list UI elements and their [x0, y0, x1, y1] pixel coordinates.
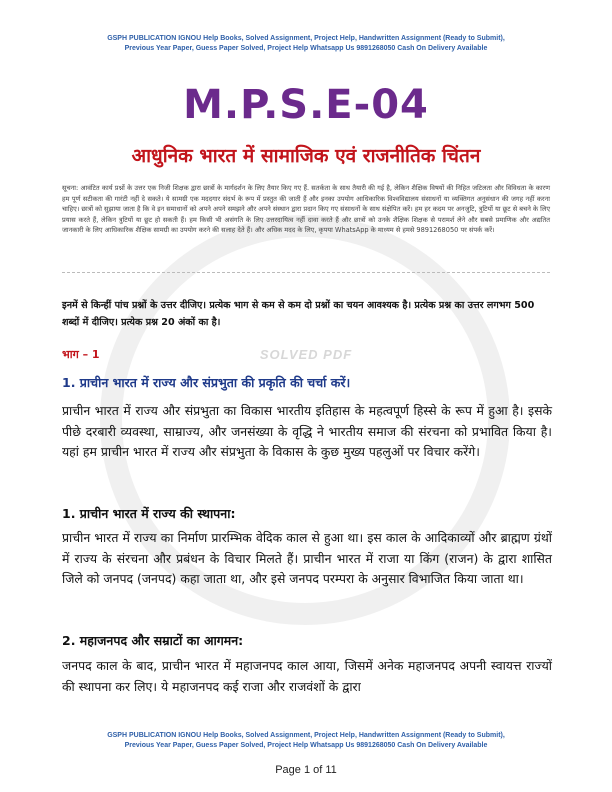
divider	[62, 272, 550, 273]
page-header	[60, 34, 552, 54]
subheading-1: 1. प्राचीन भारत में राज्य की स्थापना:	[62, 506, 236, 521]
header-line-1: GSPH PUBLICATION IGNOU Help Books, Solved Assignment, Project Help, Handwritten Assignment (Ready to Submit),	[107, 35, 505, 42]
footer-line-2: Previous Year Paper, Guess Paper Solved, Project Help Whatsapp Us 9891268050 Cash On Delivery Available	[124, 742, 488, 749]
watermark-text: SOLVED PDF	[259, 347, 353, 362]
answer-paragraph-1: प्राचीन भारत में राज्य और संप्रभुता का विकास भारतीय इतिहास के महत्वपूर्ण हिस्से के रूप में हुआ है। इसके पीछे दरबारी व्यवस्था, साम्राज्य, और जनसंख्या के वृद्धि ने भारतीय समाज की संरचना को प्रभावित किया है। यहां हम प्राचीन भारत में राज्य और संप्रभुता के विकास के कुछ मुख्य पहलुओं पर विचार करेंगे।	[62, 403, 552, 459]
disclaimer-notice: सूचना: आवंटित कार्य प्रश्नों के उत्तर एक निजी शिक्षक द्वारा छात्रों के मार्गदर्शन के लिए तैयार किए गए हैं. सतर्कता के साथ तैयारी की गई है, लेकिन शैक्षिक विषयों की निहित जटिलता और विविधता के कारण हम पूर्ण सटीकता की गारंटी नहीं दे सकते। ये सामग्री एक मददगार संदर्भ के रूप में प्रस्तुत की जाती हैं और इनका उपयोग आधिकारिक विश्वविद्यालय संसाधनों या व्यक्तिगत अनुसंधान की जगह नहीं करना चाहिए। छात्रों को सुझाया जाता है कि वे इन समाधानों को अपने अपने समझने और अपने संस्थान द्वारा प्रदान किए गए संसाधनों के साथ संक्षेपित करें। हम हर कदम पर अनजुटि, त्रुटियों या छूट से बचने के लिए प्रयास करते हैं, लेकिन त्रुटियों या छूट हो सकती हैं। हम किसी भी असंगति के लिए उत्तरदायित्व नहीं दावा करते हैं और छात्रों को उनके शैक्षिक शिक्षक से परामर्श लेने और सबसे प्रमाणिक और अद्यतित जानकारी के लिए आधिकारिक शैक्षिक सामग्री का उपयोग करने की सलाह देते हैं। और अधिक मदद के लिए, कृपया WhatsApp के माध्यम से हमसे 9891268050 पर संपर्क करें।	[62, 184, 550, 234]
page-title: M.P.S.E-04	[183, 82, 429, 128]
subheading-2: 2. महाजनपद और सम्राटों का आगमन:	[62, 633, 244, 648]
page-footer	[60, 731, 552, 751]
section-label: भाग – 1	[62, 348, 100, 361]
exam-instructions: इनमें से किन्हीं पांच प्रश्नों के उत्तर दीजिए। प्रत्येक भाग से कम से कम दो प्रश्नों का चयन आवश्यक है। प्रत्येक प्रश्न का उत्तर लगभग 500 शब्दों में दीजिए। प्रत्येक प्रश्न 20 अंकों का है।	[62, 300, 535, 328]
page-number: Page 1 of 11	[275, 764, 337, 776]
footer-line-1: GSPH PUBLICATION IGNOU Help Books, Solved Assignment, Project Help, Handwritten Assignment (Ready to Submit),	[107, 732, 505, 739]
question-heading: 1. प्राचीन भारत में राज्य और संप्रभुता की प्रकृति की चर्चा करें।	[62, 375, 351, 390]
answer-paragraph-2: प्राचीन भारत में राज्य का निर्माण प्रारम्भिक वेदिक काल से हुआ था। इस काल के आदिकाव्यों और ब्राह्मण ग्रंथों में राज्य के संरचना और प्रबंधन के विचार मिलते हैं। प्राचीन भारत में राजा या किंग (राजन) के द्वारा शासित जिले को जनपद (जनपद) कहा जाता था, और इसे जनपद परम्परा के अनुसार विभाजित किया जाता था।	[62, 530, 552, 586]
page-subtitle: आधुनिक भारत में सामाजिक एवं राजनीतिक चिंतन	[131, 145, 481, 167]
header-line-2: Previous Year Paper, Guess Paper Solved, Project Help Whatsapp Us 9891268050 Cash On Delivery Available	[124, 45, 488, 52]
answer-paragraph-3: जनपद काल के बाद, प्राचीन भारत में महाजनपद काल आया, जिसमें अनेक महाजनपद अपनी स्वायत्त राज्यों की स्थापना कर लिए। ये महाजनपद कई राजा और राजवंशों के द्वारा	[62, 658, 552, 694]
